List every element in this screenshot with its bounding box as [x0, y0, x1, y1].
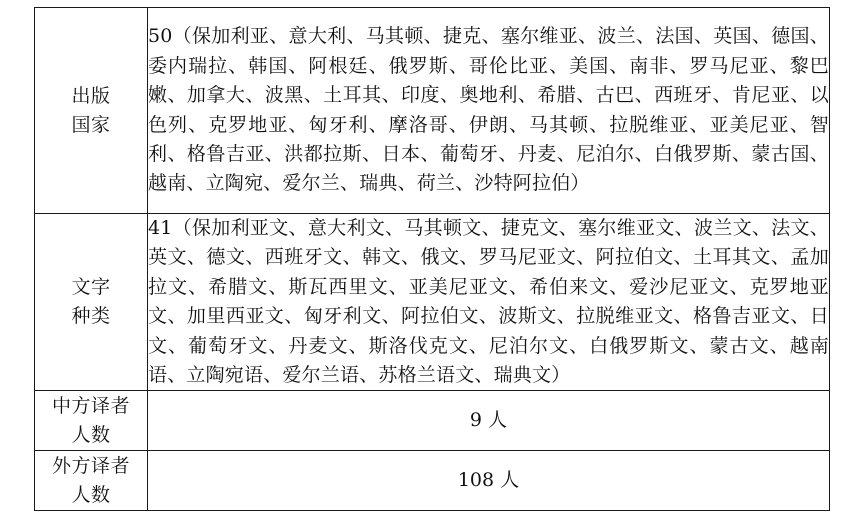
- row-label-languages: [35, 214, 148, 391]
- label-line: 人数: [71, 423, 111, 446]
- label-line: 种类: [71, 305, 111, 328]
- table-row-foreign-translators: [35, 451, 830, 511]
- row-label-publishing-countries: [35, 8, 148, 214]
- label-line: 国家: [71, 113, 111, 136]
- label-line: 出版: [71, 84, 111, 107]
- row-label-chinese-translators: [35, 391, 148, 451]
- label-line: 中方译者: [51, 394, 130, 417]
- table-row-languages: [35, 214, 830, 391]
- row-label-foreign-translators: [35, 451, 148, 511]
- foreign-translators-count: 108 人: [148, 451, 830, 511]
- table-row-publishing-countries: [35, 8, 830, 214]
- label-line: 人数: [71, 483, 111, 506]
- table-row-chinese-translators: [35, 391, 830, 451]
- label-line: 文字: [71, 276, 111, 299]
- chinese-translators-count: 9 人: [148, 391, 830, 451]
- info-table: [34, 7, 830, 511]
- languages-cell: 41（保加利亚文、意大利文、马其顿文、捷克文、塞尔维亚文、波兰文、法文、英文、德文、西班牙文、韩文、俄文、罗马尼亚文、阿拉伯文、土耳其文、孟加拉文、希腊文、斯瓦西里文、亚美尼亚文、希伯来文、爱沙尼亚文、克罗地亚文、加里西亚文、匈牙利文、阿拉伯文、波斯文、拉脱维亚文、格鲁吉亚文、日文、葡萄牙文、丹麦文、斯洛伐克文、尼泊尔文、白俄罗斯文、蒙古文、越南语、立陶宛语、爱尔兰语、苏格兰语文、瑞典文）: [148, 214, 830, 391]
- label-line: 外方译者: [51, 454, 130, 477]
- publishing-countries-cell: 50（保加利亚、意大利、马其顿、捷克、塞尔维亚、波兰、法国、英国、德国、委内瑞拉、韩国、阿根廷、俄罗斯、哥伦比亚、美国、南非、罗马尼亚、黎巴嫩、加拿大、波黑、土耳其、印度、奥地利、希腊、古巴、西班牙、肯尼亚、以色列、克罗地亚、匈牙利、摩洛哥、伊朗、马其顿、拉脱维亚、亚美尼亚、智利、格鲁吉亚、洪都拉斯、日本、葡萄牙、丹麦、尼泊尔、白俄罗斯、蒙古国、越南、立陶宛、爱尔兰、瑞典、荷兰、沙特阿拉伯）: [148, 8, 830, 214]
